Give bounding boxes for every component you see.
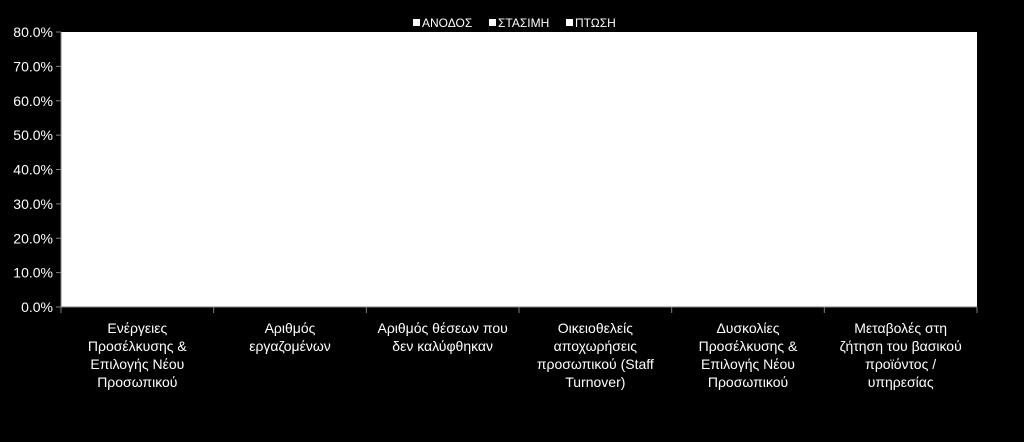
x-tick-label — [215, 319, 365, 355]
x-tick-label-line: Αριθμός — [264, 320, 316, 336]
x-tick-label-line: Ενέργειες — [107, 320, 168, 336]
plot-area — [61, 32, 977, 307]
x-tick-label-line: Προσέλκυσης & — [698, 338, 798, 354]
y-tick-label: 60.0% — [13, 92, 53, 109]
y-tick-label: 10.0% — [13, 264, 53, 281]
y-axis — [13, 24, 61, 315]
x-tick-label-line: Επιλογής Νέου — [701, 356, 795, 372]
legend-swatch — [413, 19, 420, 26]
x-tick-label-line: Turnover) — [565, 374, 626, 390]
legend-label: ΑΝΟΔΟΣ — [422, 16, 473, 30]
x-tick-label-line: Προσωπικού — [97, 374, 178, 390]
x-tick-label — [62, 319, 212, 391]
y-tick-label: 70.0% — [13, 58, 53, 75]
y-tick-label: 0.0% — [21, 299, 53, 315]
x-tick-label-line: δεν καλύφθηκαν — [392, 338, 494, 354]
x-tick-label-line: αποχωρήσεις — [553, 338, 637, 354]
x-tick-label-line: εργαζομένων — [249, 338, 331, 354]
x-tick-label-line: Προσέλκυσης & — [87, 338, 187, 354]
y-tick-label: 30.0% — [13, 195, 53, 212]
y-tick-label: 50.0% — [13, 127, 53, 144]
y-tick-label: 20.0% — [13, 230, 53, 247]
x-tick-label — [520, 319, 670, 391]
x-tick-label-line: Οικειοθελείς — [557, 320, 633, 336]
x-tick-label — [368, 319, 518, 355]
y-tick-label: 80.0% — [13, 24, 53, 40]
legend-swatch — [566, 19, 573, 26]
legend-label: ΠΤΩΣΗ — [575, 16, 616, 30]
legend — [413, 16, 616, 30]
x-axis — [61, 307, 977, 313]
x-tick-label — [673, 319, 823, 391]
x-tick-label — [826, 319, 976, 391]
x-tick-label-line: Επιλογής Νέου — [90, 356, 185, 372]
x-tick-label-line: Αριθμός θέσεων που — [377, 320, 508, 336]
x-tick-label-line: υπηρεσίας — [867, 374, 934, 390]
x-tick-label-line: Προσωπικού — [707, 374, 789, 390]
x-tick-label-line: ζήτηση του βασικού — [839, 338, 962, 354]
y-tick-label: 40.0% — [13, 161, 53, 178]
x-tick-label-line: προϊόντος / — [865, 356, 937, 372]
legend-label: ΣΤΑΣΙΜΗ — [498, 16, 550, 30]
legend-swatch — [489, 19, 496, 26]
x-tick-label-line: Μεταβολές στη — [854, 320, 948, 336]
x-tick-label-line: προσωπικού (Staff — [536, 356, 654, 372]
x-tick-label-line: Δυσκολίες — [716, 320, 780, 336]
